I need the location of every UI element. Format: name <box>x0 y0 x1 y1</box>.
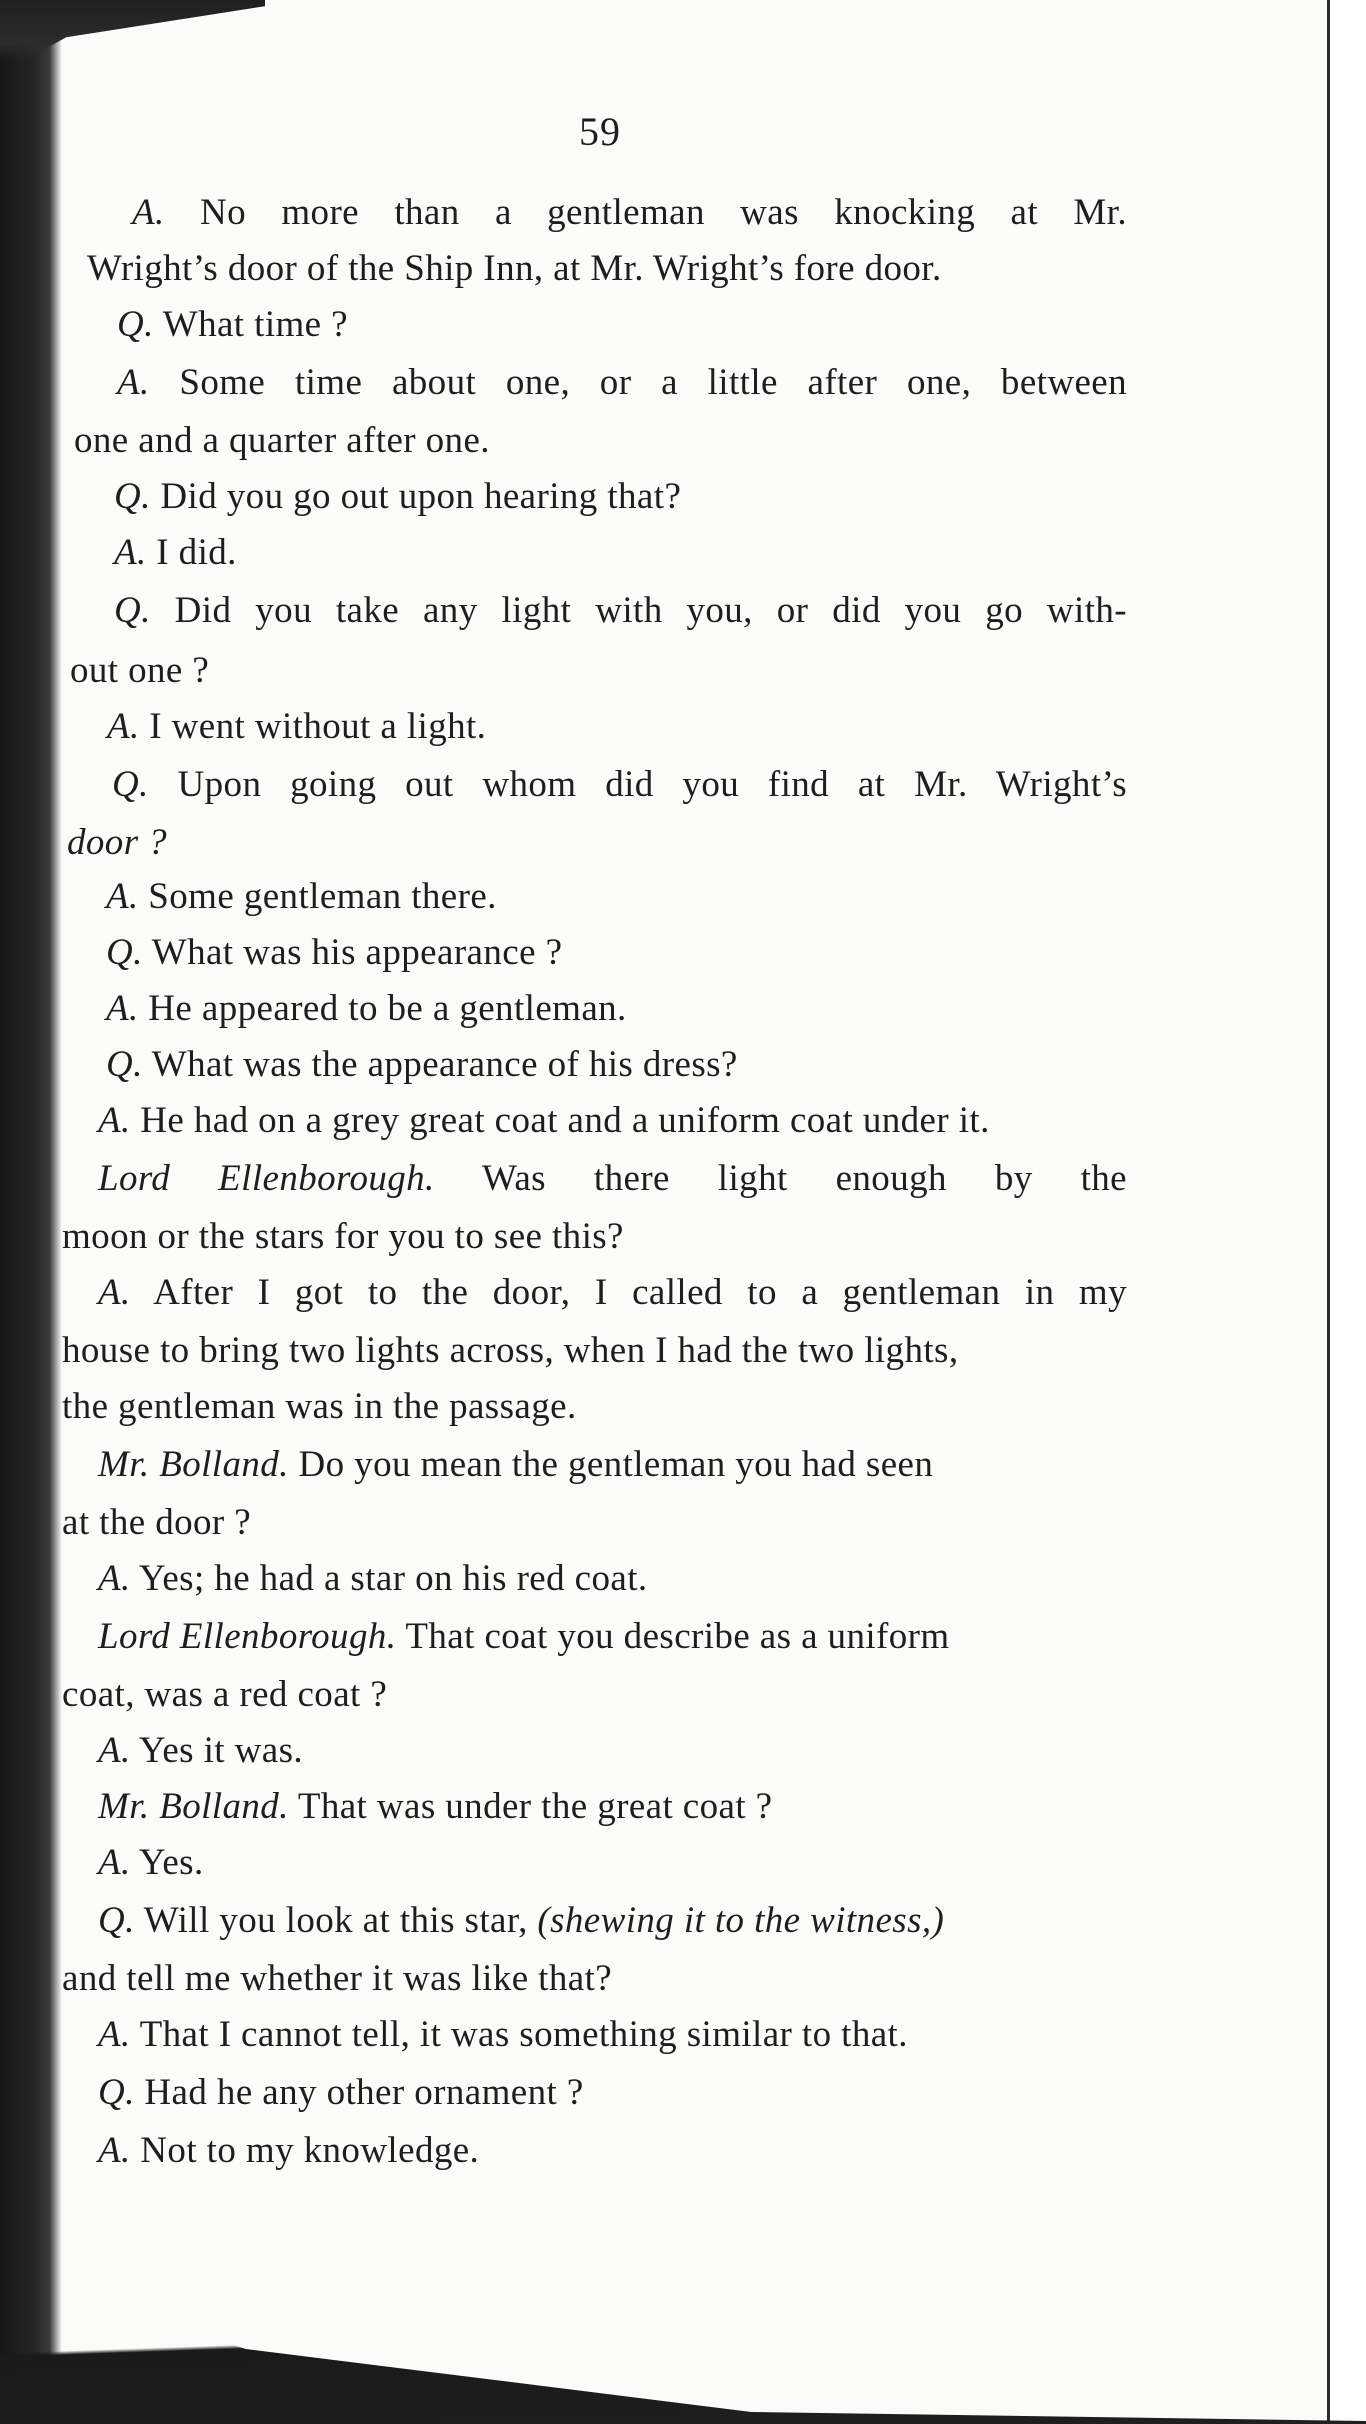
speaker-label: Q. <box>98 2072 135 2113</box>
transcript-line <box>132 190 1127 236</box>
line-text: Yes it was. <box>130 1730 304 1771</box>
line-text: one and a quarter after one. <box>74 420 490 461</box>
line-text: Had he any other ornament ? <box>134 2072 584 2113</box>
transcript-line <box>106 1042 738 1088</box>
line-text: Did you take any light with you, or did you go with- <box>150 590 1127 631</box>
line-text: I did. <box>146 532 237 573</box>
line-text: Yes; he had a star on his red coat. <box>130 1558 648 1599</box>
transcript-line <box>106 874 497 920</box>
line-text: Do you mean the gentleman you had seen <box>288 1444 934 1485</box>
line-text: No more than a gentleman was knocking at Mr. <box>164 192 1127 233</box>
line-text: That coat you describe as a uniform <box>396 1616 950 1657</box>
speaker-label: Q. <box>98 1900 135 1941</box>
transcript-line <box>106 986 627 1032</box>
speaker-label: A. <box>98 1100 131 1141</box>
transcript-line <box>74 418 490 464</box>
line-text: Some gentleman there. <box>138 876 497 917</box>
line-text: He appeared to be a gentleman. <box>138 988 627 1029</box>
line-text: at the door ? <box>62 1502 252 1543</box>
line-text: What was his appearance ? <box>142 932 563 973</box>
transcript-line <box>98 1098 990 1144</box>
transcript-line <box>107 704 486 750</box>
transcript-line <box>98 2070 584 2116</box>
line-text: Was there light enough by the <box>434 1158 1127 1199</box>
line-text: After I got to the door, I called to a gentleman in my <box>130 1272 1127 1313</box>
speaker-label: Q. <box>112 764 149 805</box>
transcript-line <box>106 930 562 976</box>
line-text: moon or the stars for you to see this? <box>62 1216 624 1257</box>
speaker-label: Lord Ellenborough. <box>98 1616 397 1657</box>
transcript-line <box>62 1328 958 1374</box>
line-text: Yes. <box>130 1842 204 1883</box>
line-text: coat, was a red coat ? <box>62 1674 388 1715</box>
line-text: He had on a grey great coat and a uniform coat under it. <box>130 1100 990 1141</box>
transcript-line <box>117 360 1127 406</box>
speaker-label: Lord Ellenborough. <box>98 1158 435 1199</box>
transcript-line <box>62 1672 387 1718</box>
transcript-line <box>62 1956 612 2002</box>
line-text: Not to my knowledge. <box>130 2130 480 2171</box>
speaker-label: A. <box>98 1730 131 1771</box>
transcript-line <box>98 2128 479 2174</box>
speaker-label: A. <box>106 876 139 917</box>
line-text: What time ? <box>153 304 348 345</box>
transcript-line <box>67 820 167 866</box>
page-edge-bottom <box>0 2274 1366 2424</box>
transcript-line <box>117 302 348 348</box>
transcript-line <box>62 1214 624 1260</box>
speaker-label: A. <box>98 2014 131 2055</box>
transcript-line <box>98 1728 303 1774</box>
line-text: Upon going out whom did you find at Mr. Wright’s <box>148 764 1127 805</box>
line-text: Wright’s door of the Ship Inn, at Mr. Wright’s fore door. <box>87 248 942 289</box>
line-text: house to bring two lights across, when I had the two lights, <box>62 1330 959 1371</box>
transcript-line <box>98 1556 648 1602</box>
transcript-line <box>114 474 681 520</box>
transcript-line <box>70 648 209 694</box>
speaker-label: Q. <box>114 590 151 631</box>
transcript-line <box>98 1784 773 1830</box>
speaker-label: A. <box>106 988 139 1029</box>
transcript-line <box>98 1270 1127 1316</box>
line-text: That I cannot tell, it was something similar to that. <box>130 2014 908 2055</box>
speaker-label: A. <box>98 1272 131 1313</box>
speaker-label: Q. <box>106 1044 143 1085</box>
stage-direction: (shewing it to the witness,) <box>537 1900 945 1941</box>
transcript-line <box>98 1898 944 1944</box>
transcript-line <box>98 1156 1127 1202</box>
transcript-line <box>62 1384 577 1430</box>
speaker-label: Q. <box>114 476 151 517</box>
transcript-line <box>98 1614 950 1660</box>
speaker-label: A. <box>132 192 165 233</box>
line-text: Will you look at this star, <box>134 1900 538 1941</box>
line-text: out one ? <box>70 650 210 691</box>
page-number: 59 <box>579 109 621 154</box>
speaker-label: A. <box>98 2130 131 2171</box>
speaker-label: Q. <box>117 304 154 345</box>
transcript-line <box>87 246 942 292</box>
speaker-label: Mr. Bolland. <box>98 1786 289 1827</box>
transcript-line <box>114 530 237 576</box>
line-text: and tell me whether it was like that? <box>62 1958 613 1999</box>
line-text: the gentleman was in the passage. <box>62 1386 577 1427</box>
page-edge-right <box>1327 0 1366 2424</box>
speaker-label: A. <box>117 362 150 403</box>
transcript-line <box>98 2012 908 2058</box>
page-edge-left <box>0 0 62 2424</box>
line-text: Did you go out upon hearing that? <box>150 476 682 517</box>
line-text: door ? <box>67 822 168 863</box>
line-text: What was the appearance of his dress? <box>142 1044 738 1085</box>
speaker-label: A. <box>114 532 147 573</box>
speaker-label: A. <box>98 1842 131 1883</box>
transcript-line <box>112 762 1127 808</box>
transcript-line <box>114 588 1127 634</box>
line-text: I went without a light. <box>139 706 487 747</box>
transcript-line <box>62 1500 251 1546</box>
transcript-line <box>98 1840 204 1886</box>
transcript-line <box>98 1442 933 1488</box>
speaker-label: A. <box>98 1558 131 1599</box>
line-text: Some time about one, or a little after one, between <box>149 362 1127 403</box>
speaker-label: Q. <box>106 932 143 973</box>
line-text: That was under the great coat ? <box>288 1786 773 1827</box>
speaker-label: A. <box>107 706 140 747</box>
speaker-label: Mr. Bolland. <box>98 1444 289 1485</box>
